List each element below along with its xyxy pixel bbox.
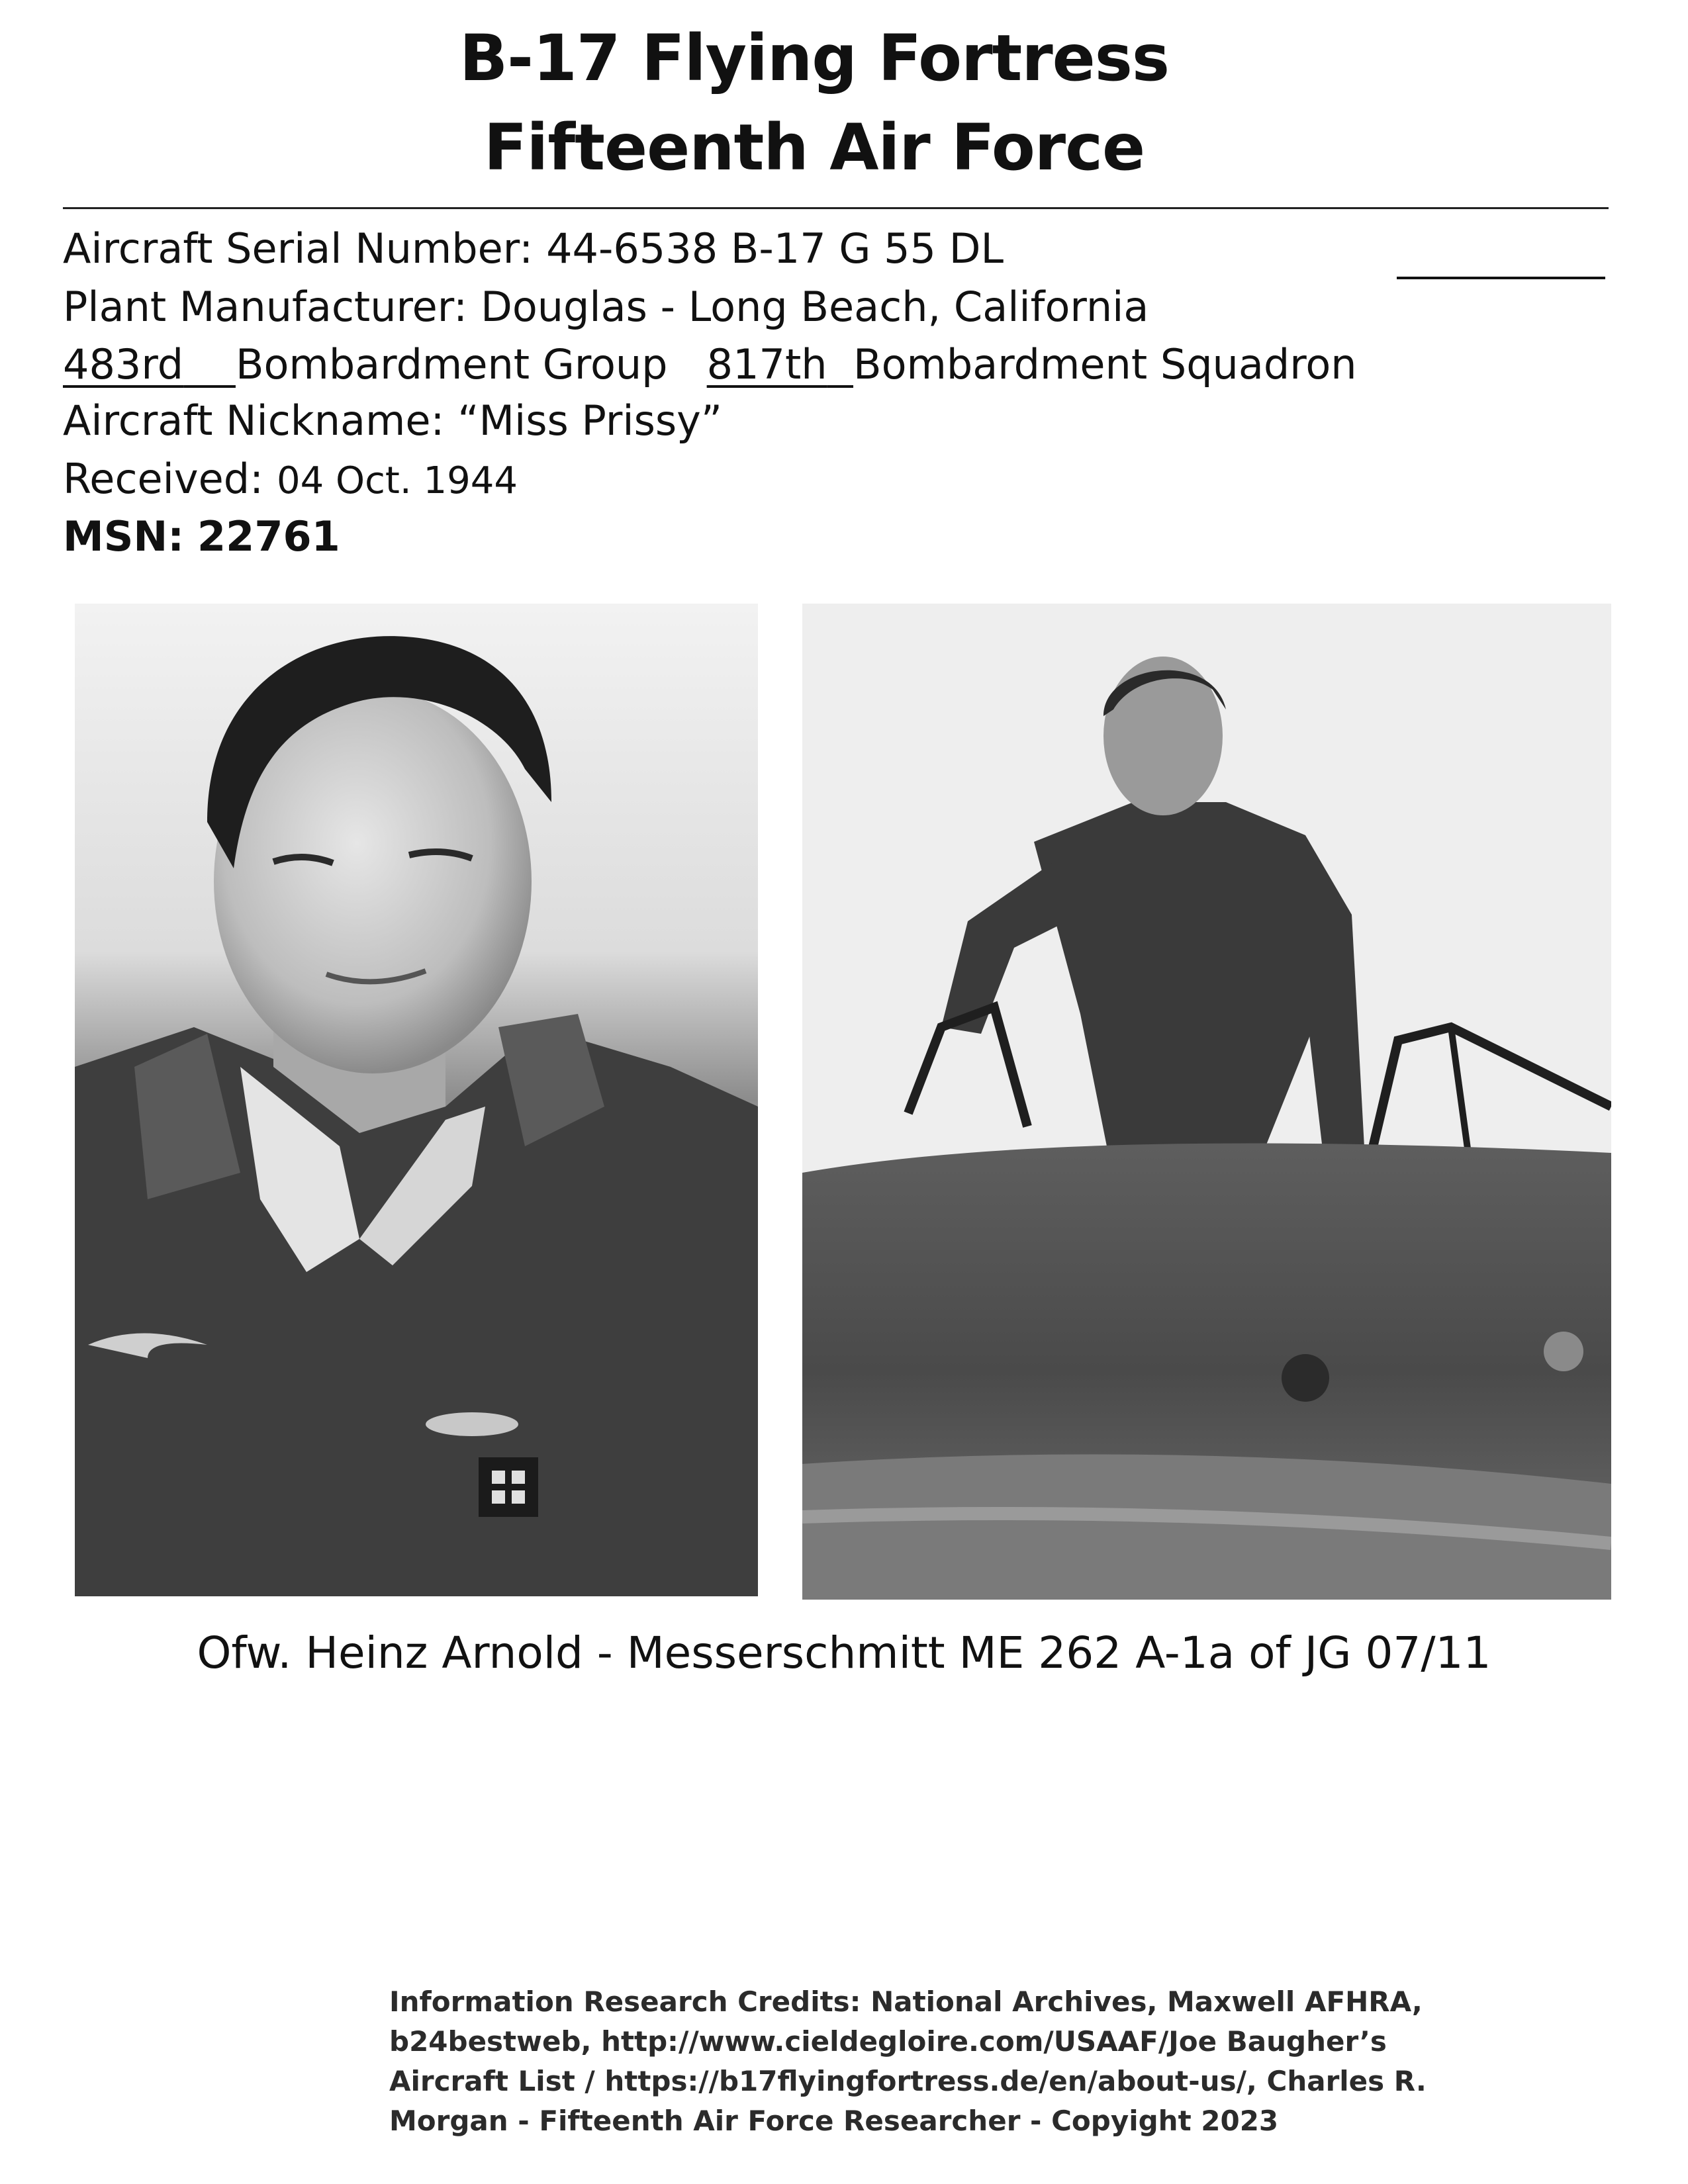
received-value: 04 Oct. 1944 xyxy=(276,459,518,502)
nickname-row xyxy=(63,396,722,445)
msn-row xyxy=(63,512,340,561)
pilot-portrait-photo xyxy=(75,604,758,1596)
squadron-number-underline-pad xyxy=(827,340,853,388)
msn-value: 22761 xyxy=(197,512,340,561)
page-title: B-17 Flying Fortress xyxy=(459,21,1170,95)
serial-number-value: 44-6538 B-17 G 55 DL xyxy=(546,224,1004,273)
manufacturer-row xyxy=(63,283,1149,331)
spacer xyxy=(668,340,707,388)
nickname-value: “Miss Prissy” xyxy=(457,396,722,445)
group-label: Bombardment Group xyxy=(235,340,668,388)
serial-number-row xyxy=(63,224,1004,273)
received-row xyxy=(63,455,518,503)
credits-line: Morgan - Fifteenth Air Force Researcher - Copyight 2023 xyxy=(389,2105,1279,2137)
credits-line: b24bestweb, http://www.cieldegloire.com/USAAF/Joe Baugher’s xyxy=(389,2025,1387,2058)
group-number-underline-pad xyxy=(183,340,236,388)
research-credits xyxy=(389,1982,1427,2141)
nickname-label: Aircraft Nickname: xyxy=(63,396,445,445)
received-label: Received: xyxy=(63,455,263,503)
squadron-label: Bombardment Squadron xyxy=(853,340,1357,388)
manufacturer-label: Plant Manufacturer: xyxy=(63,283,468,331)
squadron-number: 817th xyxy=(706,340,827,388)
serial-number-label: Aircraft Serial Number: xyxy=(63,224,534,273)
cockpit-photo xyxy=(802,604,1611,1600)
photo-caption: Ofw. Heinz Arnold - Messerschmitt ME 262 A-1a of JG 07/11 xyxy=(197,1627,1491,1678)
blank-fill-line xyxy=(1397,277,1605,279)
header-divider xyxy=(63,207,1609,209)
pilot-portrait-image xyxy=(75,604,758,1596)
group-number: 483rd xyxy=(63,340,184,388)
credits-line: Aircraft List / https://b17flyingfortress.de/en/about-us/, Charles R. xyxy=(389,2065,1427,2097)
credits-line: Information Research Credits: National Archives, Maxwell AFHRA, xyxy=(389,1985,1423,2018)
cockpit-image xyxy=(802,604,1611,1600)
group-squadron-row xyxy=(63,340,1357,388)
msn-label: MSN: xyxy=(63,512,185,561)
page-subtitle: Fifteenth Air Force xyxy=(483,111,1145,185)
manufacturer-value: Douglas - Long Beach, California xyxy=(481,283,1149,331)
